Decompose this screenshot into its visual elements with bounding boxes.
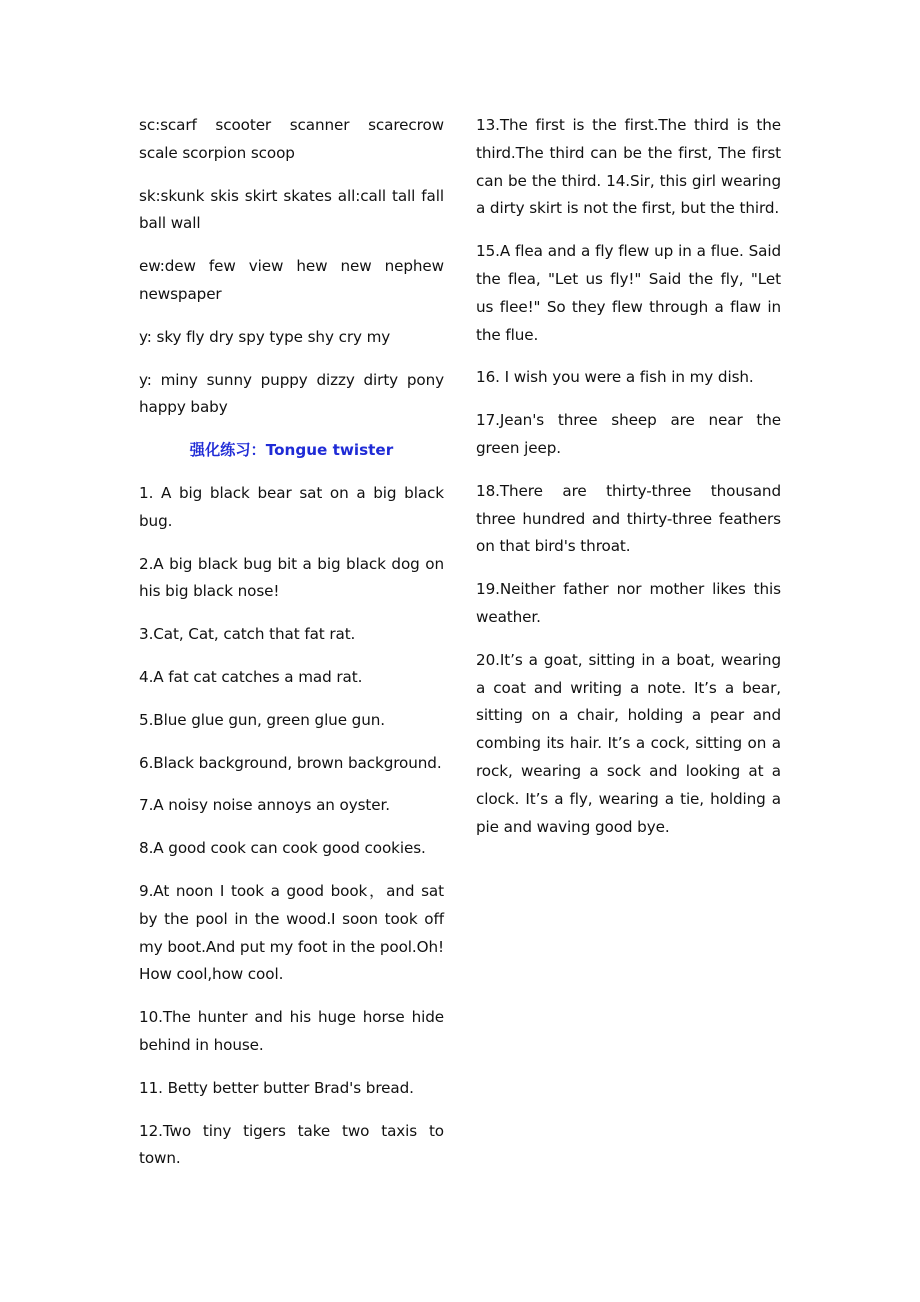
twister-20: 20.It’s a goat, sitting in a boat, wearing a coat and writing a note. It’s a bear, sitting on a chair, holding a pear and combing its hair. It’s a cock, sitting on a rock, wearing a sock and looking at a clock. It’s a fly, wearing a tie, holding a pie and waving good bye. — [476, 650, 781, 836]
phonics-line-sk: sk:skunk skis skirt skates all:call tall fall ball wall — [139, 186, 444, 233]
twister-15: 15.A flea and a fly flew up in a flue. Said the flea, "Let us fly!" Said the fly, "Let us flee!" So they flew through a flaw in the flue. — [476, 242, 781, 344]
phonics-line-y-sky: y: sky fly dry spy type shy cry my — [139, 327, 391, 346]
twister-16: 16. I wish you were a fish in my dish. — [476, 368, 754, 387]
twister-2: 2.A big black bug bit a big black dog on his big black nose! — [139, 554, 444, 601]
twister-13-14: 13.The first is the first.The third is the third.The third can be the first, The first can be the third. 14.Sir, this girl wearing a dirty skirt is not the first, but the third. — [476, 116, 781, 218]
twister-1: 1. A big black bear sat on a big black bug. — [139, 483, 444, 530]
phonics-line-sc: sc:scarf scooter scanner scarecrow scale scorpion scoop — [139, 116, 444, 162]
twister-11: 11. Betty better butter Brad's bread. — [139, 1078, 414, 1097]
twister-19: 19.Neither father nor mother likes this weather. — [476, 580, 781, 626]
phonics-line-ew: ew:dew few view hew new nephew newspaper — [139, 257, 444, 303]
twister-8: 8.A good cook can cook good cookies. — [139, 839, 426, 858]
right-column — [476, 112, 781, 856]
left-column — [139, 112, 444, 1188]
twister-12: 12.Two tiny tigers take two taxis to town. — [139, 1121, 444, 1168]
twister-3: 3.Cat, Cat, catch that fat rat. — [139, 625, 356, 644]
twister-7: 7.A noisy noise annoys an oyster. — [139, 796, 391, 815]
twister-9: 9.At noon I took a good book，and sat by the pool in the wood.I soon took off my boot.And put my foot in the pool.Oh! How cool,how cool. — [139, 881, 444, 984]
twister-5: 5.Blue glue gun, green glue gun. — [139, 710, 385, 729]
twister-6: 6.Black background, brown background. — [139, 753, 442, 772]
phonics-line-y-miny: y: miny sunny puppy dizzy dirty pony happy baby — [139, 370, 444, 417]
twister-10: 10.The hunter and his huge horse hide behind in house. — [139, 1008, 444, 1054]
twister-17: 17.Jean's three sheep are near the green jeep. — [476, 411, 781, 457]
section-heading: 强化练习：Tongue twister — [189, 441, 394, 460]
twister-18: 18.There are thirty-three thousand three hundred and thirty-three feathers on that bird's throat. — [476, 481, 781, 556]
twister-4: 4.A fat cat catches a mad rat. — [139, 667, 363, 686]
